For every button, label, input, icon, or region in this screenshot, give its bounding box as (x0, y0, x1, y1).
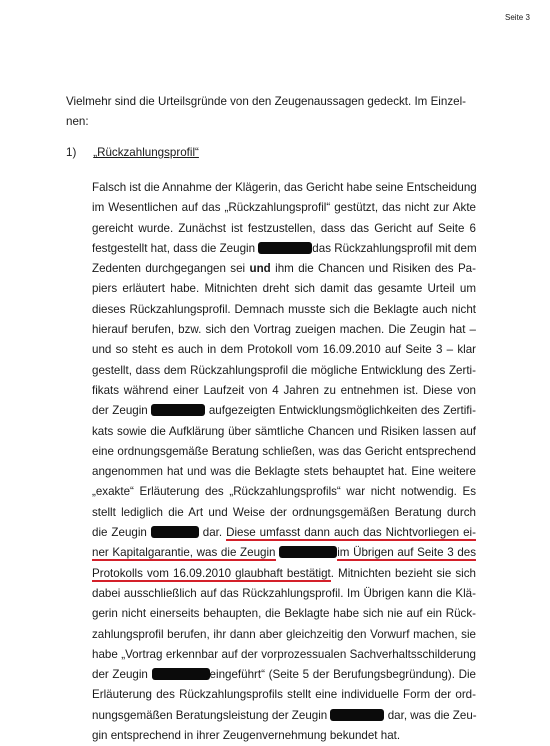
section-heading (66, 146, 199, 159)
text-line (92, 482, 476, 502)
text-line (92, 259, 476, 279)
text: Zedenten durchgegangen sei (92, 262, 246, 276)
text: Erläuterung des Rückzahlungsprofils stellt eine individuelle Form der ord- (92, 688, 476, 702)
text: gerin nicht einerseits behaupten, die Beklagte habe sich nie auf ein Rück- (92, 607, 476, 621)
text-line (92, 442, 476, 462)
text-line (92, 300, 476, 320)
text: eine ordnungsgemäße Beratung schließen, was das Gericht entsprechend (92, 444, 476, 458)
text-line (92, 706, 476, 726)
section-title: „Rückzahlungsprofil“ (93, 146, 199, 159)
text: nungsgemäßen Beratungsleistung der Zeugin (92, 708, 328, 722)
text: stellt lediglich die Art und Weise der ordnungsgemäßen Beratung durch (92, 505, 476, 519)
text-line (92, 604, 476, 624)
text: dar. (202, 526, 223, 540)
text: „exakte“ Erläuterung des „Rückzahlungsprofils“ war nicht notwendig. Es (92, 485, 476, 499)
text: gin entsprechend in ihrer Zeugenvernehmung bekundet hat. (92, 729, 401, 743)
redaction-bar (258, 242, 312, 254)
text: dar, was die Zeu- (387, 708, 477, 722)
text: zahlungsprofil berufen, ihr dann aber gleichzeitig den Vorwurf machen, sie (92, 627, 476, 641)
text-line (92, 340, 476, 360)
intro-paragraph (66, 92, 476, 132)
text-line (92, 239, 476, 259)
text: gestellt, dass dem Rückzahlungsprofil die mögliche Entwicklung des Zerti- (92, 363, 476, 377)
text-line (92, 422, 476, 442)
text-line (92, 665, 476, 685)
text-line (92, 381, 476, 401)
text-line (92, 219, 476, 239)
main-paragraph (92, 178, 476, 746)
text-line (92, 462, 476, 482)
intro-line: Vielmehr sind die Urteilsgründe von den Zeugenaussagen gedeckt. Im Einzel- (66, 95, 467, 108)
text-line (92, 279, 476, 299)
text-line (92, 685, 476, 705)
text: eingeführt“ (Seite 5 der Berufungsbegründung). Die (209, 668, 476, 682)
text-line (92, 645, 476, 665)
text: dabei ausschließlich auf das Rückzahlungsprofil. Im Übrigen kann die Klä- (92, 586, 476, 600)
text-line (92, 198, 476, 218)
text: ihm die Chancen und Risiken des Pa- (275, 262, 476, 276)
text: gereicht wurde. Zunächst ist festzustellen, dass das Gericht auf Seite 6 (92, 221, 476, 235)
text-line (92, 503, 476, 523)
redaction-bar (151, 526, 199, 538)
redaction-bar (279, 546, 337, 558)
text-line (92, 584, 476, 604)
redaction-bar (151, 404, 205, 416)
highlighted-text: Protokolls vom 16.09.2010 glaubhaft bestätigt (92, 566, 331, 580)
text: das Rückzahlungsprofil mit dem (312, 241, 477, 255)
text: habe „Vortrag erkennbar auf der vorprozessualen Sachverhaltsschilderung (92, 647, 476, 661)
text: Falsch ist die Annahme der Klägerin, das Gericht habe seine Entscheidung (92, 181, 477, 194)
text: der Zeugin (92, 404, 148, 418)
text-line (92, 361, 476, 381)
text: angenommen hat und was die Beklagte stets behauptet hat. Eine weitere (92, 465, 476, 479)
text: . Mitnichten bezieht sie sich (330, 566, 476, 580)
text: aufgezeigten Entwicklungsmöglichkeiten des Zertifi- (208, 404, 476, 418)
highlighted-text: im Übrigen auf Seite 3 des (337, 546, 477, 560)
text: die Zeugin (92, 526, 147, 540)
bold-text: und (249, 262, 271, 276)
text-line (92, 543, 476, 563)
text: der Zeugin (92, 668, 148, 682)
redaction-bar (152, 668, 210, 680)
text-line (92, 178, 476, 198)
text: und so steht es auch in dem Protokoll vom 16.09.2010 auf Seite 3 – klar (92, 343, 476, 357)
text-line (92, 401, 476, 421)
page-number: Seite 3 (505, 13, 530, 22)
text-line (92, 320, 476, 340)
intro-line: nen: (66, 115, 89, 128)
text: kats sowie die Aufklärung über sämtliche Chancen und Risiken lassen auf (92, 424, 476, 438)
highlighted-text: ner Kapitalgarantie, was die Zeugin (92, 546, 276, 560)
highlighted-text: Diese umfasst dann auch das Nichtvorliegen ei- (226, 526, 476, 540)
text: dieses Rückzahlungsprofil. Demnach musste sich die Beklagte auch nicht (92, 302, 476, 316)
text: fikats während einer Laufzeit von 4 Jahren zu entnehmen ist. Diese von (92, 383, 476, 397)
text-line (92, 726, 476, 746)
text: piers erläutert habe. Mitnichten dreht sich damit das gesamte Urteil um (92, 282, 476, 296)
text-line (92, 523, 476, 543)
text: festgestellt hat, dass die Zeugin (92, 241, 256, 255)
section-number: 1) (66, 146, 77, 159)
text-line (92, 564, 476, 584)
text: hierauf berufen, bzw. sich den Vortrag zueigen machen. Die Zeugin hat – (92, 323, 476, 337)
redaction-bar (330, 709, 384, 721)
text-line (92, 625, 476, 645)
text: im Wesentlichen auf das „Rückzahlungsprofil“ gestützt, das nicht zur Akte (92, 201, 476, 215)
